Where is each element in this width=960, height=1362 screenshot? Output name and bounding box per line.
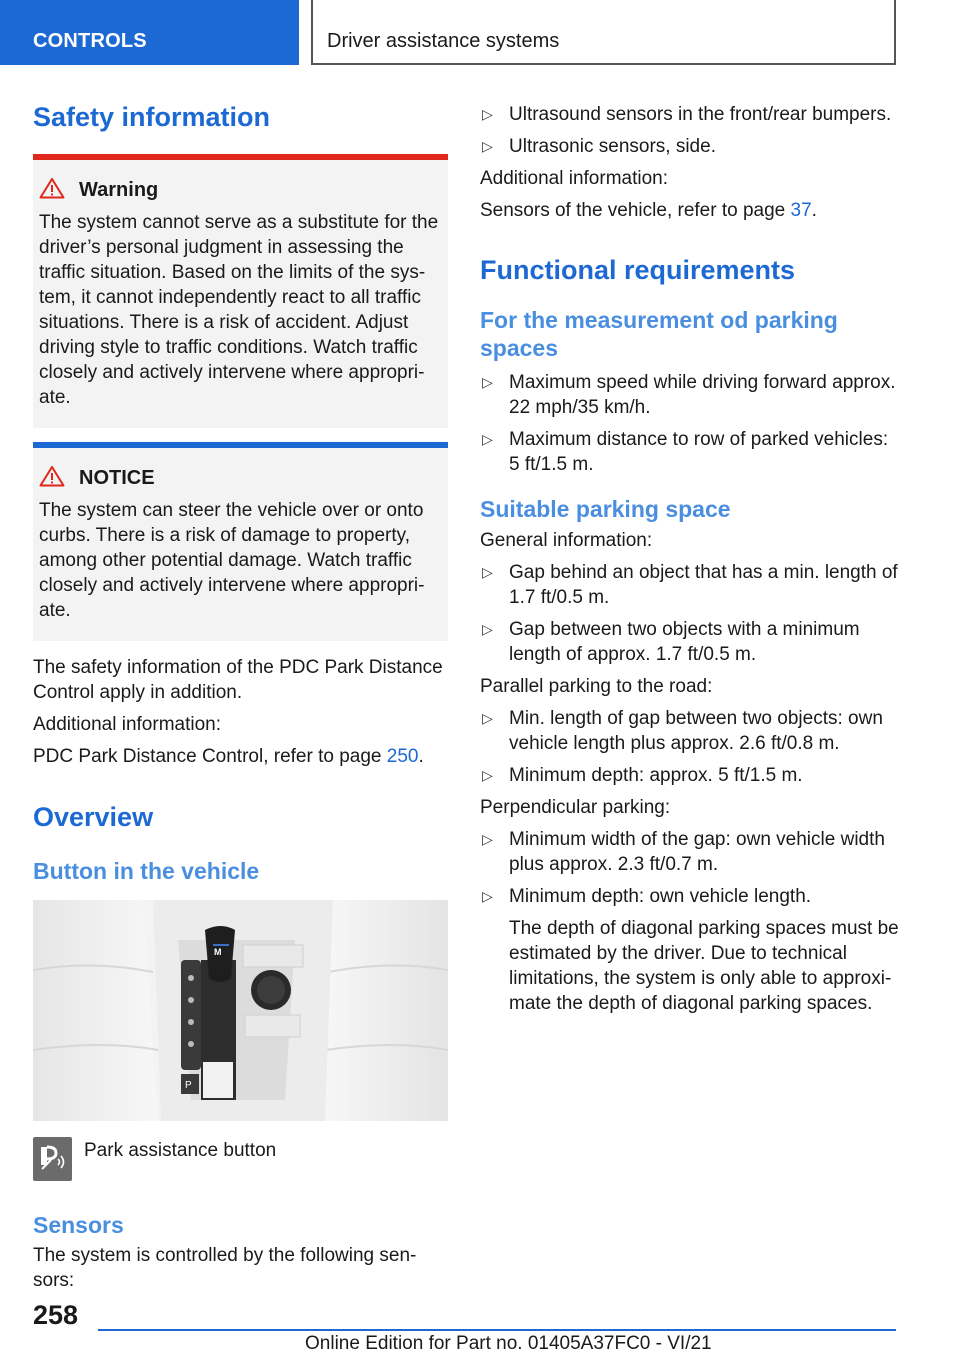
list-item-text: Minimum depth: own vehicle length. — [509, 885, 812, 907]
bullet-arrow-icon: ▷ — [482, 563, 493, 580]
additional-info-label: Additional information: — [480, 168, 668, 189]
bullet-arrow-icon: ▷ — [482, 887, 493, 904]
sensors-reference-suffix: . — [811, 200, 817, 221]
list-item-text: Minimum width of the gap: own vehicle width plus approx. 2.3 ft/0.7 m. — [509, 828, 885, 875]
list-item — [480, 617, 900, 667]
notice-triangle-icon — [39, 465, 73, 492]
right-column — [480, 102, 900, 1016]
page-number: 258 — [33, 1300, 79, 1330]
overview-heading: Overview — [33, 802, 154, 833]
sensors-page-link[interactable]: 37 — [790, 200, 812, 221]
list-item-text: Min. length of gap between two objects: own vehicle length plus approx. 2.6 ft/0.8 m. — [509, 707, 883, 754]
list-item-text: Gap behind an object that has a min. length of 1.7 ft/0.5 m. — [509, 561, 898, 608]
additional-info-label: Additional information: — [33, 714, 221, 736]
list-item-text: Gap between two objects with a minimum length of approx. 1.7 ft/0.5 m. — [509, 618, 860, 665]
button-heading: Button in the vehicle — [33, 857, 260, 884]
chapter-label: Driver assistance systems — [327, 30, 560, 52]
bullet-arrow-icon: ▷ — [482, 106, 493, 122]
footer-divider — [98, 1329, 896, 1331]
notice-text: The system can steer the vehicle over or onto curbs. There is a risk of damage to property, among other potential damage. Watch traffic closely and actively intervene where appropri-ate. — [39, 500, 425, 622]
shifter-logo: M — [214, 946, 222, 957]
safety-heading: Safety information — [33, 102, 271, 132]
list-item — [480, 884, 900, 909]
sensors-heading: Sensors — [33, 1211, 124, 1238]
pdc-page-link[interactable]: 250 — [386, 746, 419, 768]
list-item — [480, 134, 900, 159]
list-item — [480, 102, 900, 127]
bullet-arrow-icon: ▷ — [482, 431, 493, 448]
list-item-text: Minimum depth: approx. 5 ft/1.5 m. — [509, 764, 803, 786]
section-tab — [0, 0, 299, 65]
left-column — [33, 98, 448, 1293]
bullet-arrow-icon: ▷ — [482, 620, 493, 637]
center-console-photo — [33, 900, 448, 1121]
perpendicular-parking-label: Perpendicular parking: — [480, 796, 671, 818]
list-item-text: Maximum speed while driving forward approx. 22 mph/35 km/h. — [509, 372, 896, 419]
sensor-list — [480, 102, 900, 159]
edition-footer: Online Edition for Part no. 01405A37FC0 - VI/21 — [305, 1333, 712, 1354]
sensors-reference — [480, 198, 900, 223]
measurement-list — [480, 370, 900, 477]
list-item-text: Ultrasound sensors in the front/rear bumpers. — [509, 104, 892, 125]
section-label: CONTROLS — [33, 30, 147, 52]
park-badge-text: P — [185, 1079, 192, 1091]
warning-text: The system cannot serve as a substitute for the driver’s personal judgment in assessing the traffic situation. Based on the limits of the sys-tem, it cannot independently react to all traffic situations. There is a risk of accident. Adjust driving style to traffic conditions. Watch traffic closely and actively intervene where appropri-ate. — [39, 212, 439, 409]
general-info-label: General information: — [480, 529, 653, 551]
park-assist-icon — [33, 1137, 72, 1181]
parallel-parking-label: Parallel parking to the road: — [480, 675, 713, 697]
bullet-arrow-icon: ▷ — [482, 709, 493, 726]
list-item — [480, 370, 900, 420]
pdc-reference — [33, 744, 448, 769]
suitable-space-heading: Suitable parking space — [480, 496, 731, 523]
list-item-text: Maximum distance to row of parked vehicles: 5 ft/1.5 m. — [509, 429, 889, 476]
list-item — [480, 827, 900, 877]
pdc-reference-text: PDC Park Distance Control, refer to page — [33, 746, 387, 768]
warning-box — [33, 154, 448, 428]
sensors-paragraph: The system is controlled by the following sen-sors: — [33, 1244, 417, 1291]
pdc-paragraph: The safety information of the PDC Park Distance Control apply in addition. — [33, 657, 443, 704]
caption-row — [33, 1137, 448, 1181]
perpendicular-list — [480, 827, 900, 909]
list-item — [480, 427, 900, 477]
caption-text: Park assistance button — [84, 1139, 277, 1161]
chapter-header — [311, 0, 896, 65]
measurement-heading: For the measurement od parking spaces — [480, 307, 838, 362]
warning-title: Warning — [79, 179, 159, 202]
general-list — [480, 560, 900, 667]
bullet-arrow-icon: ▷ — [482, 138, 493, 154]
pdc-reference-suffix: . — [418, 746, 424, 768]
parallel-list — [480, 706, 900, 788]
list-item — [480, 763, 900, 788]
bullet-arrow-icon: ▷ — [482, 766, 493, 783]
warning-triangle-icon — [39, 177, 73, 204]
list-item — [480, 706, 900, 756]
diagonal-note: The depth of diagonal parking spaces must be estimated by the driver. Due to technical limitations, the system is only able to approxi-mate the depth of diagonal parking spaces. — [509, 917, 899, 1014]
list-item-text: Ultrasonic sensors, side. — [509, 136, 716, 157]
notice-title: NOTICE — [79, 467, 155, 490]
functional-requirements-heading: Functional requirements — [480, 255, 796, 285]
bullet-arrow-icon: ▷ — [482, 374, 493, 391]
sensors-reference-text: Sensors of the vehicle, refer to page — [480, 200, 791, 221]
bullet-arrow-icon: ▷ — [482, 830, 493, 847]
list-item — [480, 560, 900, 610]
warning-header — [39, 177, 442, 204]
notice-header — [39, 465, 442, 492]
notice-box — [33, 442, 448, 641]
